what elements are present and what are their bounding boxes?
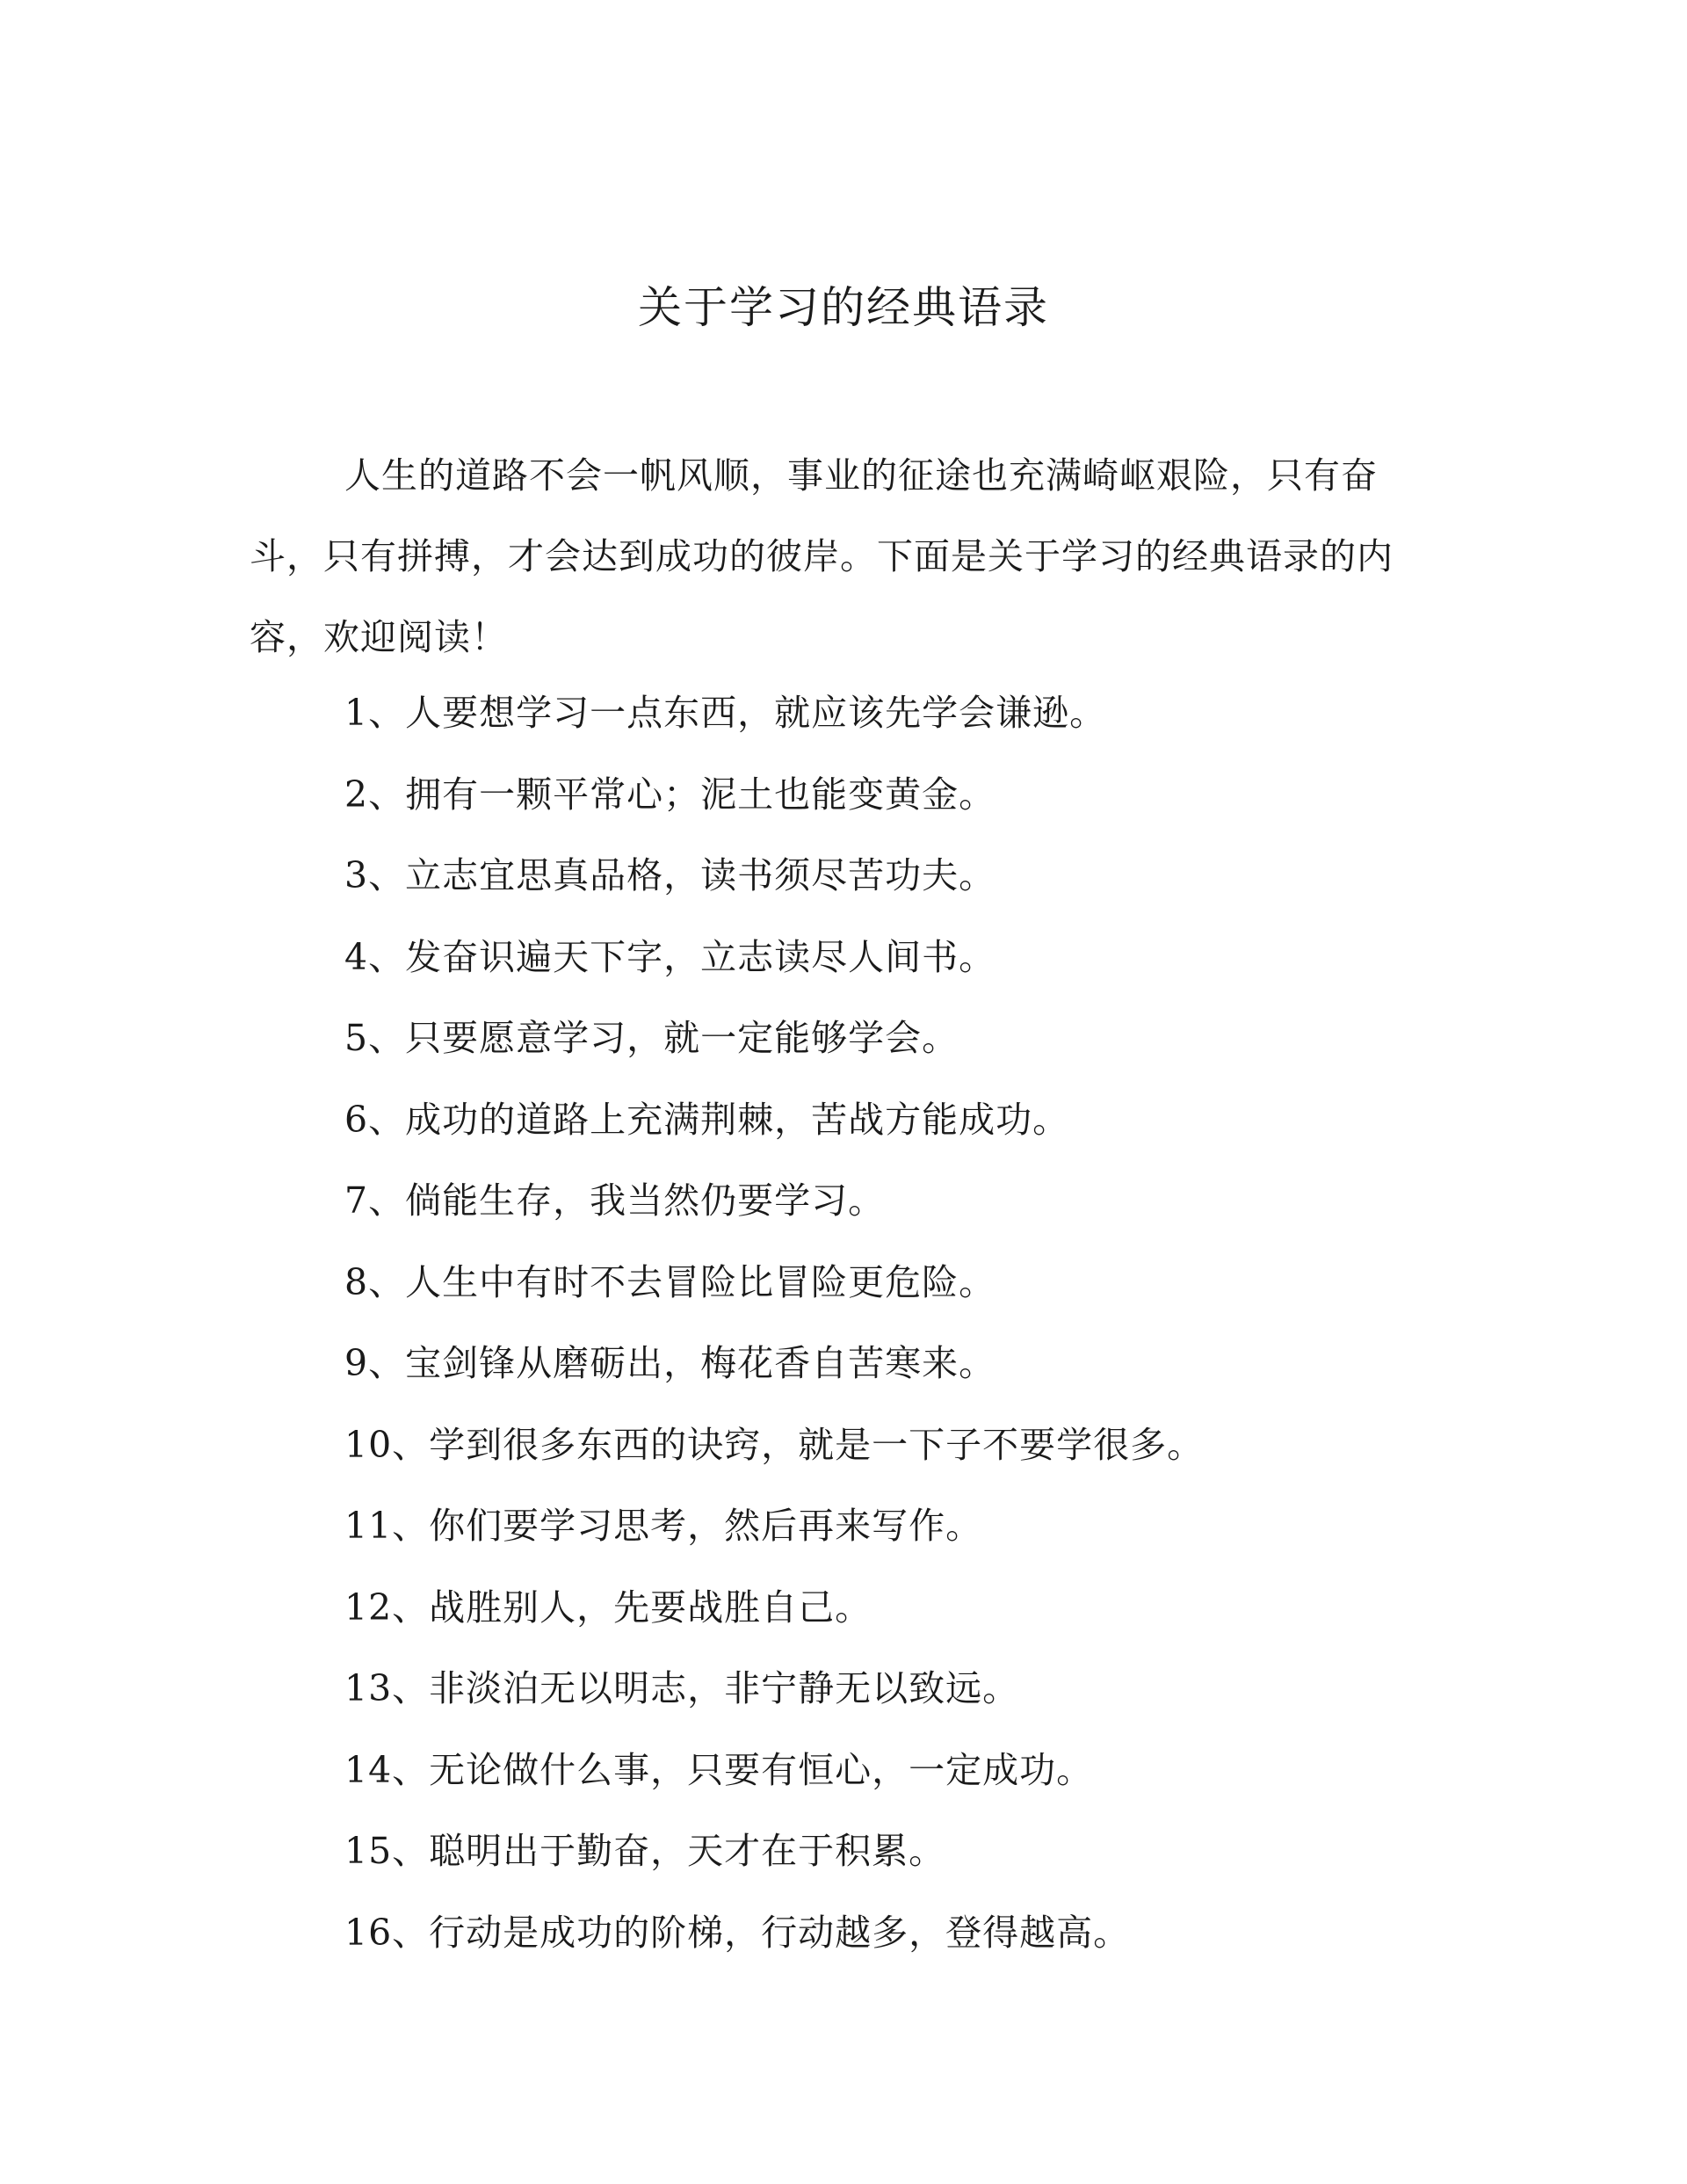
document-title: 关于学习的经典语录 — [638, 282, 1049, 333]
quote-item: 1、人要想学习一点东西，就应该先学会谦逊。 — [344, 692, 1107, 734]
quote-item: 6、成功的道路上充满荆棘，苦战方能成功。 — [344, 1098, 1070, 1141]
quote-list — [344, 672, 1487, 1973]
quote-item: 4、发奋识遍天下字，立志读尽人间书。 — [344, 935, 996, 978]
intro-paragraph: 人生的道路不会一帆风顺，事业的征途也充满崎岖艰险，只有奋斗，只有拼搏，才会达到成功的彼岸。下面是关于学习的经典语录的内容，欢迎阅读！ — [250, 454, 1394, 658]
quote-item: 12、战胜别人，先要战胜自己。 — [344, 1585, 872, 1629]
quote-item: 8、人生中有时不去冒险比冒险更危险。 — [344, 1260, 996, 1303]
quote-item: 14、无论做什么事，只要有恒心，一定成功。 — [344, 1748, 1094, 1791]
quote-item: 13、非淡泊无以明志，非宁静无以致远。 — [344, 1667, 1020, 1709]
quote-item: 15、聪明出于勤奋，天才在于积累。 — [344, 1830, 946, 1872]
quote-item: 2、拥有一颗平常心；泥土也能变黄金。 — [344, 773, 996, 816]
quote-item: 3、立志宜思真品格，读书须尽苦功夫。 — [344, 854, 996, 896]
quote-item: 11、你们要学习思考，然后再来写作。 — [344, 1505, 983, 1547]
quote-item: 16、行动是成功的阶梯，行动越多，登得越高。 — [344, 1911, 1131, 1954]
quote-item: 9、宝剑锋从磨砺出，梅花香自苦寒来。 — [344, 1342, 996, 1384]
quote-item: 5、只要愿意学习，就一定能够学会。 — [344, 1017, 959, 1059]
quote-item: 7、倘能生存，我当然仍要学习。 — [344, 1179, 886, 1222]
quote-item: 10、学到很多东西的诀窍，就是一下子不要学很多。 — [344, 1423, 1205, 1466]
